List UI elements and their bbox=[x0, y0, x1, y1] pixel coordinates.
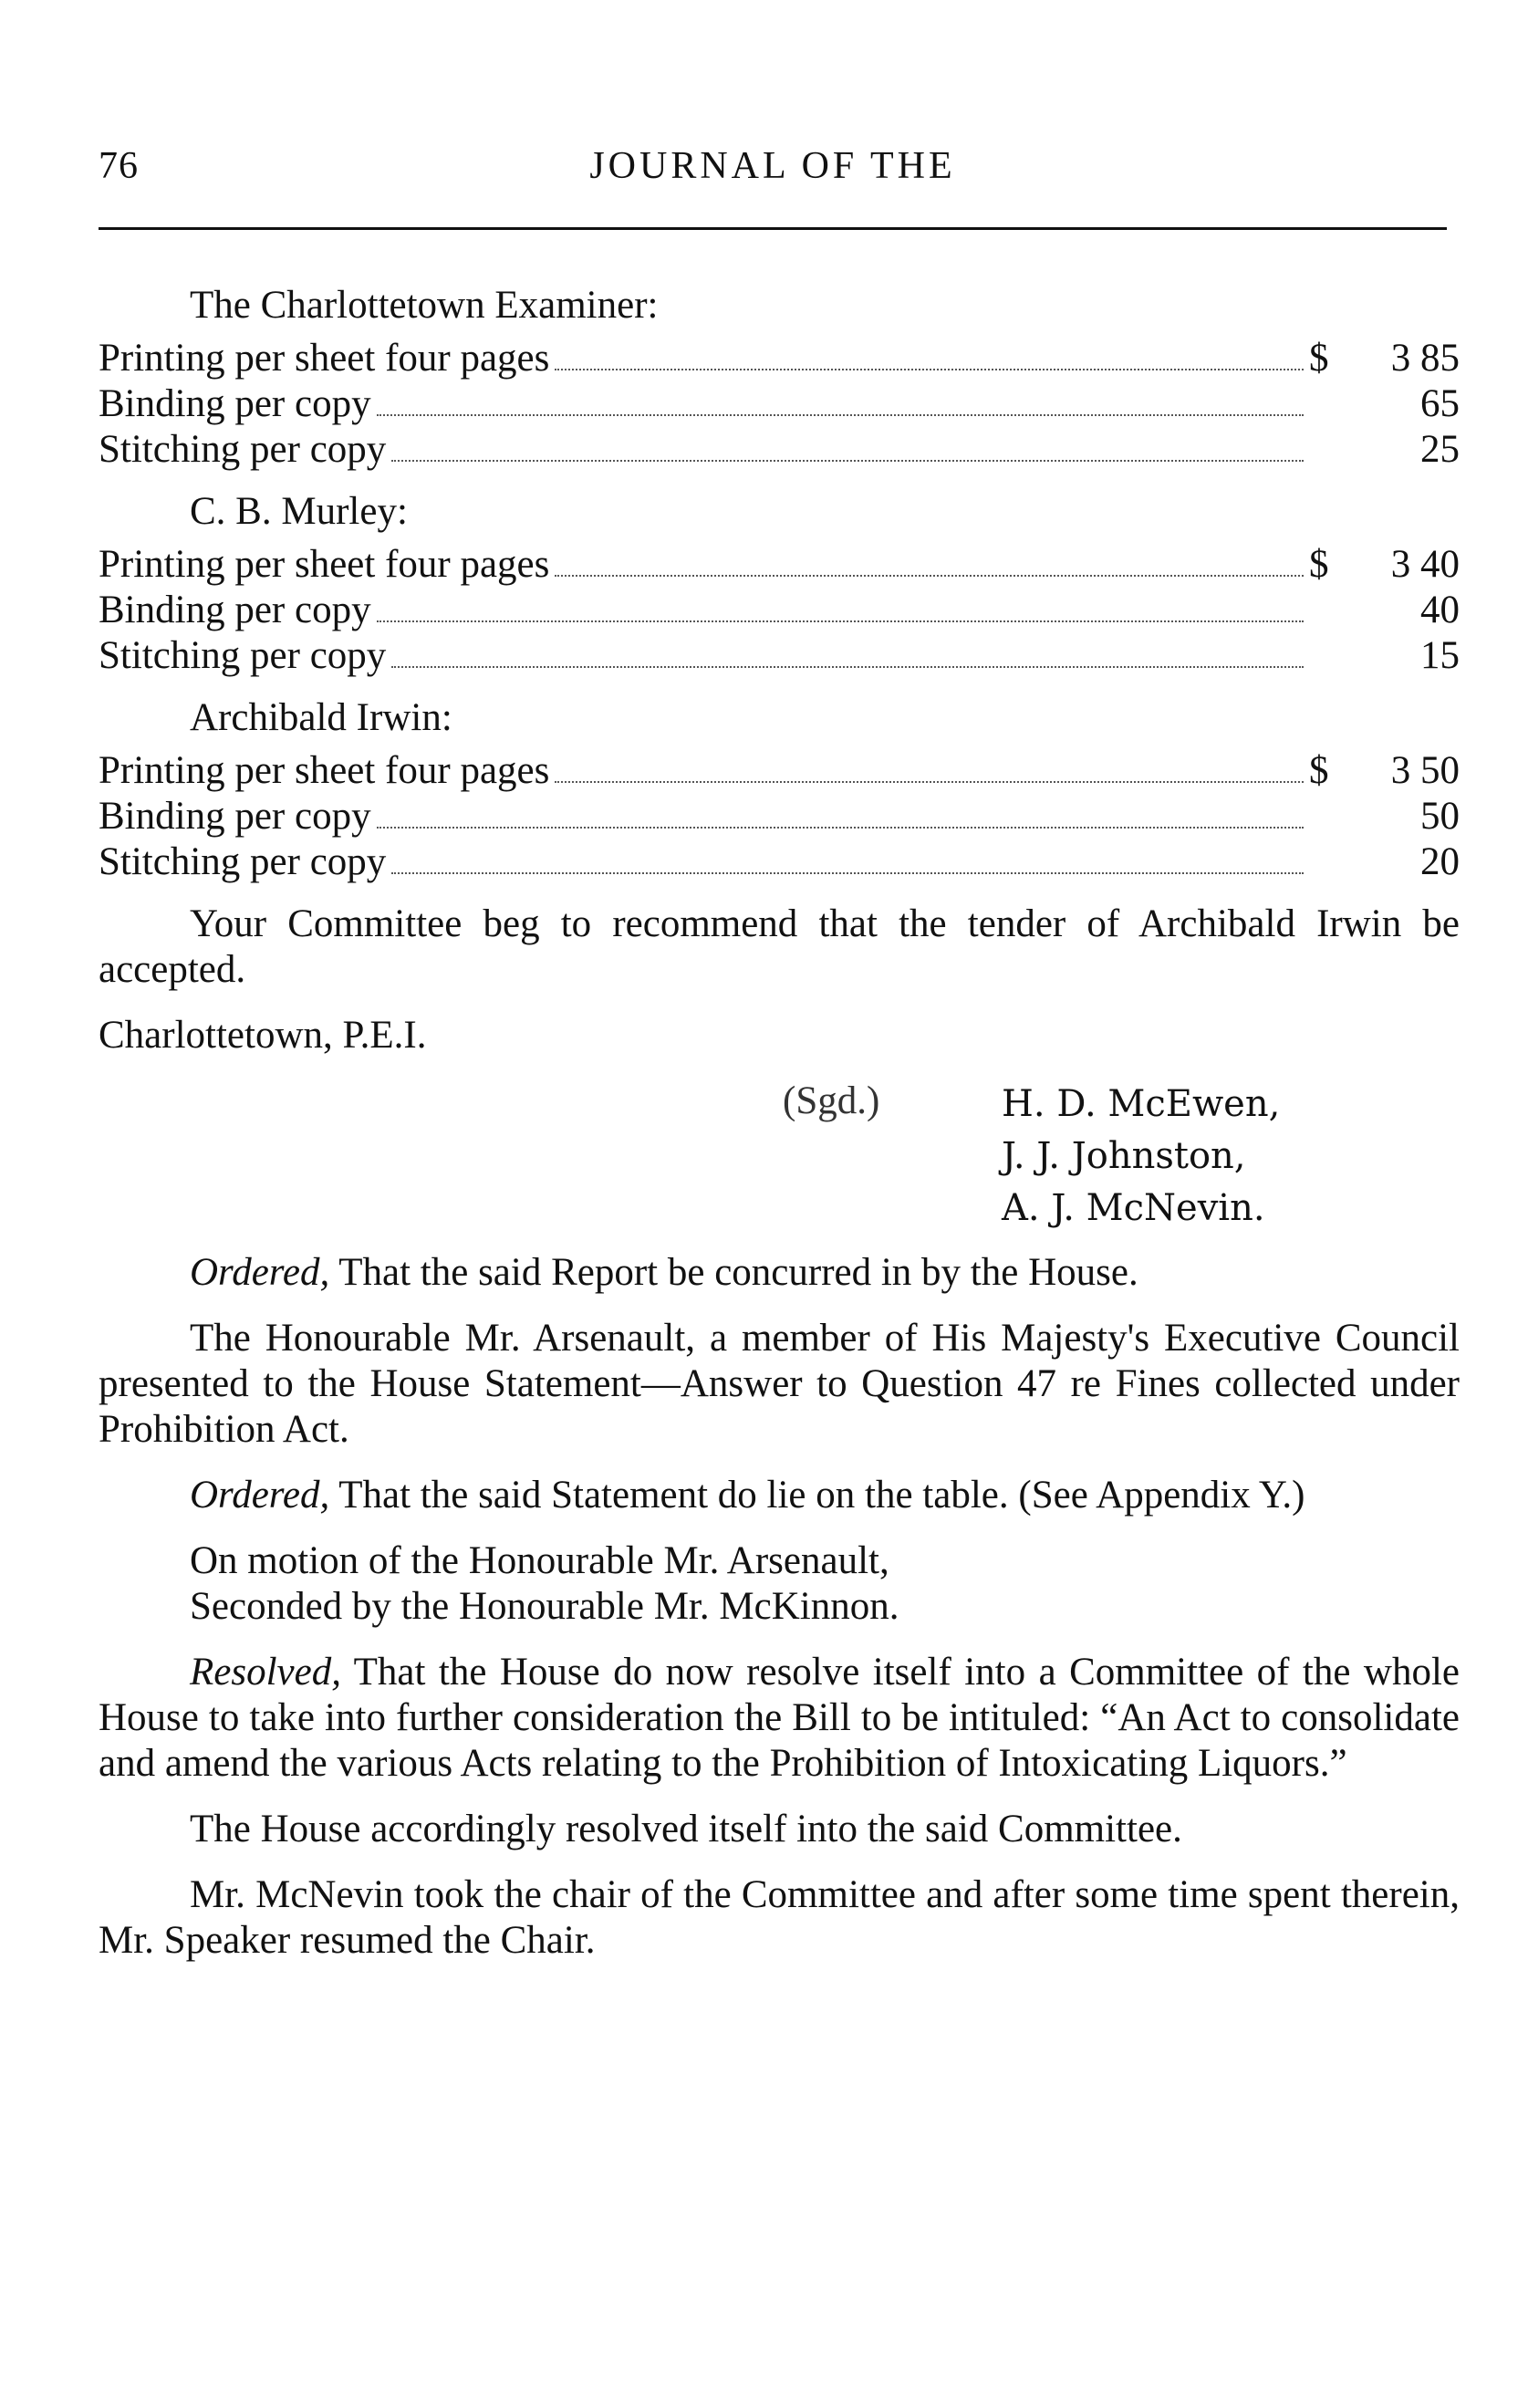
page-body bbox=[99, 283, 1460, 1984]
rate-label: Binding per copy bbox=[99, 795, 371, 838]
dot-leader bbox=[555, 574, 1304, 577]
rate-amount: 15 bbox=[1420, 634, 1460, 677]
ordered-lead: Ordered, bbox=[190, 1251, 330, 1294]
rate-label: Printing per sheet four pages bbox=[99, 749, 550, 792]
ordered-text: That the said Report be concurred in by the House. bbox=[329, 1251, 1138, 1294]
rate-amount: 25 bbox=[1420, 428, 1460, 471]
motion-mover: On motion of the Honourable Mr. Arsenault, bbox=[190, 1539, 889, 1582]
recommendation-paragraph: Your Committee beg to recommend that the tender of Archibald Irwin be accepted. bbox=[99, 902, 1460, 991]
signature-block bbox=[99, 1079, 1460, 1234]
rate-amount: 20 bbox=[1420, 840, 1460, 883]
rate-amount: 3 50 bbox=[1390, 749, 1460, 792]
chair-paragraph: Mr. McNevin took the chair of the Committee and after some time spent therein, Mr. Speaker resumed the Chair. bbox=[99, 1873, 1460, 1962]
rate-label: Binding per copy bbox=[99, 382, 371, 425]
signatory-names bbox=[1002, 1079, 1280, 1235]
rate-row bbox=[99, 542, 1460, 588]
rate-row bbox=[99, 748, 1460, 794]
tender-block bbox=[99, 695, 1460, 885]
place-line: Charlottetown, P.E.I. bbox=[99, 1014, 427, 1057]
rate-row bbox=[99, 588, 1460, 633]
dot-leader bbox=[391, 459, 1304, 462]
ordered-report-paragraph bbox=[99, 1250, 1460, 1296]
resolved-paragraph bbox=[99, 1650, 1460, 1787]
signatory-name: J. J. Johnston, bbox=[1002, 1135, 1246, 1177]
page-number: 76 bbox=[99, 145, 139, 187]
header-rule bbox=[99, 227, 1447, 230]
rate-row bbox=[99, 633, 1460, 679]
dot-leader bbox=[391, 871, 1304, 874]
running-title: JOURNAL OF THE bbox=[589, 145, 956, 187]
signatory-name: H. D. McEwen, bbox=[1002, 1083, 1281, 1125]
rate-label: Stitching per copy bbox=[99, 428, 387, 471]
motion-block bbox=[99, 1538, 1460, 1630]
rate-label: Printing per sheet four pages bbox=[99, 337, 550, 380]
rate-label: Stitching per copy bbox=[99, 634, 387, 677]
rate-row bbox=[99, 427, 1460, 473]
dot-leader bbox=[555, 368, 1304, 370]
tender-block bbox=[99, 283, 1460, 473]
signatory-name: A. J. McNevin. bbox=[1002, 1187, 1265, 1229]
rate-row bbox=[99, 381, 1460, 427]
ordered-statement-paragraph bbox=[99, 1473, 1460, 1518]
rate-amount: 65 bbox=[1420, 382, 1460, 425]
tender-block bbox=[99, 489, 1460, 679]
sgd-label: (Sgd.) bbox=[783, 1079, 880, 1122]
rate-amount: 50 bbox=[1420, 795, 1460, 838]
rate-amount: 3 85 bbox=[1390, 337, 1460, 380]
dot-leader bbox=[555, 780, 1304, 783]
ordered-lead: Ordered, bbox=[190, 1474, 330, 1517]
rate-label: Binding per copy bbox=[99, 589, 371, 631]
rate-amount: 3 40 bbox=[1390, 543, 1460, 586]
committee-paragraph: The House accordingly resolved itself into the said Committee. bbox=[190, 1808, 1182, 1850]
statement-paragraph: The Honourable Mr. Arsenault, a member of His Majesty's Executive Council presented to the House Statement—Answer to Question 47 re Fines collected under Prohibition Act. bbox=[99, 1317, 1460, 1451]
tender-firm-name: The Charlottetown Examiner: bbox=[190, 284, 659, 327]
rate-row bbox=[99, 336, 1460, 381]
dollar-sign: $ bbox=[1309, 749, 1329, 792]
dot-leader bbox=[391, 665, 1304, 668]
rate-label: Printing per sheet four pages bbox=[99, 543, 550, 586]
dot-leader bbox=[377, 620, 1304, 622]
dot-leader bbox=[377, 826, 1304, 829]
rate-row bbox=[99, 839, 1460, 885]
page-header bbox=[99, 144, 1447, 199]
resolved-text: That the House do now resolve itself into a Committee of the whole House to take into further consideration the Bill to be intituled: “An Act to consolidate and amend the various Acts relating to the Prohibition of Intoxicating Liquors.” bbox=[99, 1651, 1460, 1785]
rate-label: Stitching per copy bbox=[99, 840, 387, 883]
dot-leader bbox=[377, 413, 1304, 416]
rate-row bbox=[99, 794, 1460, 839]
resolved-lead: Resolved, bbox=[190, 1651, 341, 1694]
rate-amount: 40 bbox=[1420, 589, 1460, 631]
ordered-text: That the said Statement do lie on the table. (See Appendix Y.) bbox=[329, 1474, 1305, 1517]
tender-firm-name: C. B. Murley: bbox=[190, 490, 408, 533]
dollar-sign: $ bbox=[1309, 543, 1329, 586]
tender-firm-name: Archibald Irwin: bbox=[190, 696, 452, 739]
motion-seconder: Seconded by the Honourable Mr. McKinnon. bbox=[190, 1585, 899, 1628]
dollar-sign: $ bbox=[1309, 337, 1329, 380]
